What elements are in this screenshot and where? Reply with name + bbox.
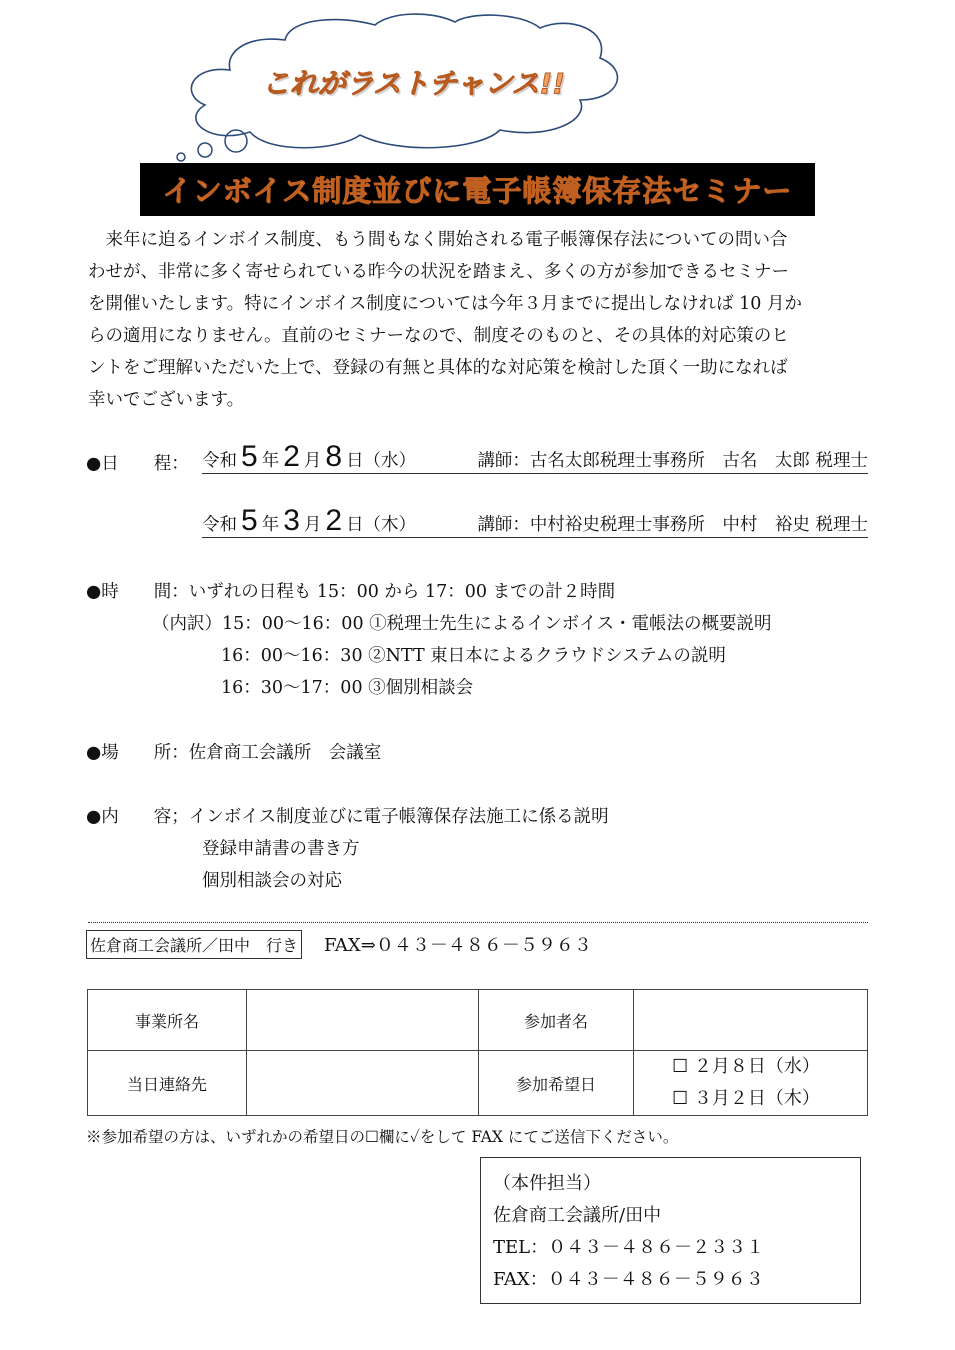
underline [202,473,868,474]
registration-form [87,989,868,1116]
date-option-checkbox[interactable]: ☐ ２月８日（水） [672,1056,820,1077]
schedule-label: ●日 程： [86,454,189,474]
content-item: 個別相談会の対応 [202,871,342,891]
contact-org: 佐倉商工会議所/田中 [493,1205,662,1226]
lecturer: 講師：中村裕史税理士事務所 中村 裕史 税理士 [477,515,868,535]
intro-line: 幸いでございます。 [88,390,245,410]
office-input[interactable] [247,990,479,1051]
month: 2 [283,440,300,473]
venue: ●場 所：佐倉商工会議所 会議室 [86,743,382,763]
contact-input[interactable] [247,1051,479,1116]
contact-box [480,1157,861,1304]
month-unit: 月 [303,515,322,535]
month-unit: 月 [303,451,322,471]
intro-line: 来年に迫るインボイス制度、もう間もなく開始される電子帳簿保存法についての問い合 [88,230,788,250]
contact-label: 当日連絡先 [88,1051,247,1116]
schedule-date-1 [202,440,868,474]
form-note: ※参加希望の方は、いずれかの希望日の☐欄に✓をして FAX にてご送信下ください。 [86,1128,679,1146]
intro-line: らの適用になりません。直前のセミナーなので、制度そのものと、その具体的対応策のヒ [88,326,789,346]
fax-number: FAX⇒０４３－４８６－５９６３ [324,935,592,956]
era: 令和 [202,515,237,535]
time-breakdown: 16：00～16：30 ②NTT 東日本によるクラウドシステムの説明 [221,646,726,666]
content-label: ●内 容；インボイス制度並びに電子帳簿保存法施工に係る説明 [86,807,609,827]
contact-title: （本件担当） [493,1173,601,1194]
year: 5 [241,504,258,537]
intro-line: わせが、非常に多く寄せられている昨今の状況を踏まえ、多くの方が参加できるセミナー [88,262,790,282]
cut-line [88,922,868,923]
intro-line: ントをご理解いただいた上で、登録の有無と具体的な対応策を検討した頂く一助になれば [88,358,788,378]
lecturer: 講師：古名太郎税理士事務所 古名 太郎 税理士 [477,451,868,471]
fax-recipient: 佐倉商工会議所／田中 行き [86,930,302,959]
intro-paragraph [88,224,878,416]
intro-line: を開催いたします。特にインボイス制度については今年３月までに提出しなければ 10 月か [88,294,802,314]
year: 5 [241,440,258,473]
day-unit: 日（木） [346,515,417,535]
participant-input[interactable] [634,990,868,1051]
underline [202,537,868,538]
office-label: 事業所名 [88,990,247,1051]
date-option-checkbox[interactable]: ☐ ３月２日（木） [672,1088,820,1109]
catchphrase: これがラストチャンス!! [262,67,566,100]
contact-tel: TEL：０４３－４８６－２３３１ [493,1237,765,1258]
time-label: ●時 間：いずれの日程も 15：00 から 17：00 までの計２時間 [86,582,616,602]
content-item: 登録申請書の書き方 [202,839,360,859]
participant-label: 参加者名 [479,990,634,1051]
date-label: 参加希望日 [479,1051,634,1116]
contact-fax: FAX：０４３－４８６－５９６３ [493,1269,764,1290]
day-unit: 日（水） [346,451,417,471]
era: 令和 [202,451,237,471]
page-title: インボイス制度並びに電子帳簿保存法セミナー [162,174,793,208]
day: 8 [325,440,343,473]
time-breakdown: 16：30～17：00 ③個別相談会 [221,678,474,698]
schedule-date-2 [202,504,868,538]
month: 3 [283,504,300,537]
title-banner [140,163,815,216]
time-breakdown: （内訳）15：00～16：00 ①税理士先生によるインボイス・電帳法の概要説明 [152,614,772,634]
year-unit: 年 [261,515,280,535]
year-unit: 年 [261,451,280,471]
day: 2 [325,504,343,537]
